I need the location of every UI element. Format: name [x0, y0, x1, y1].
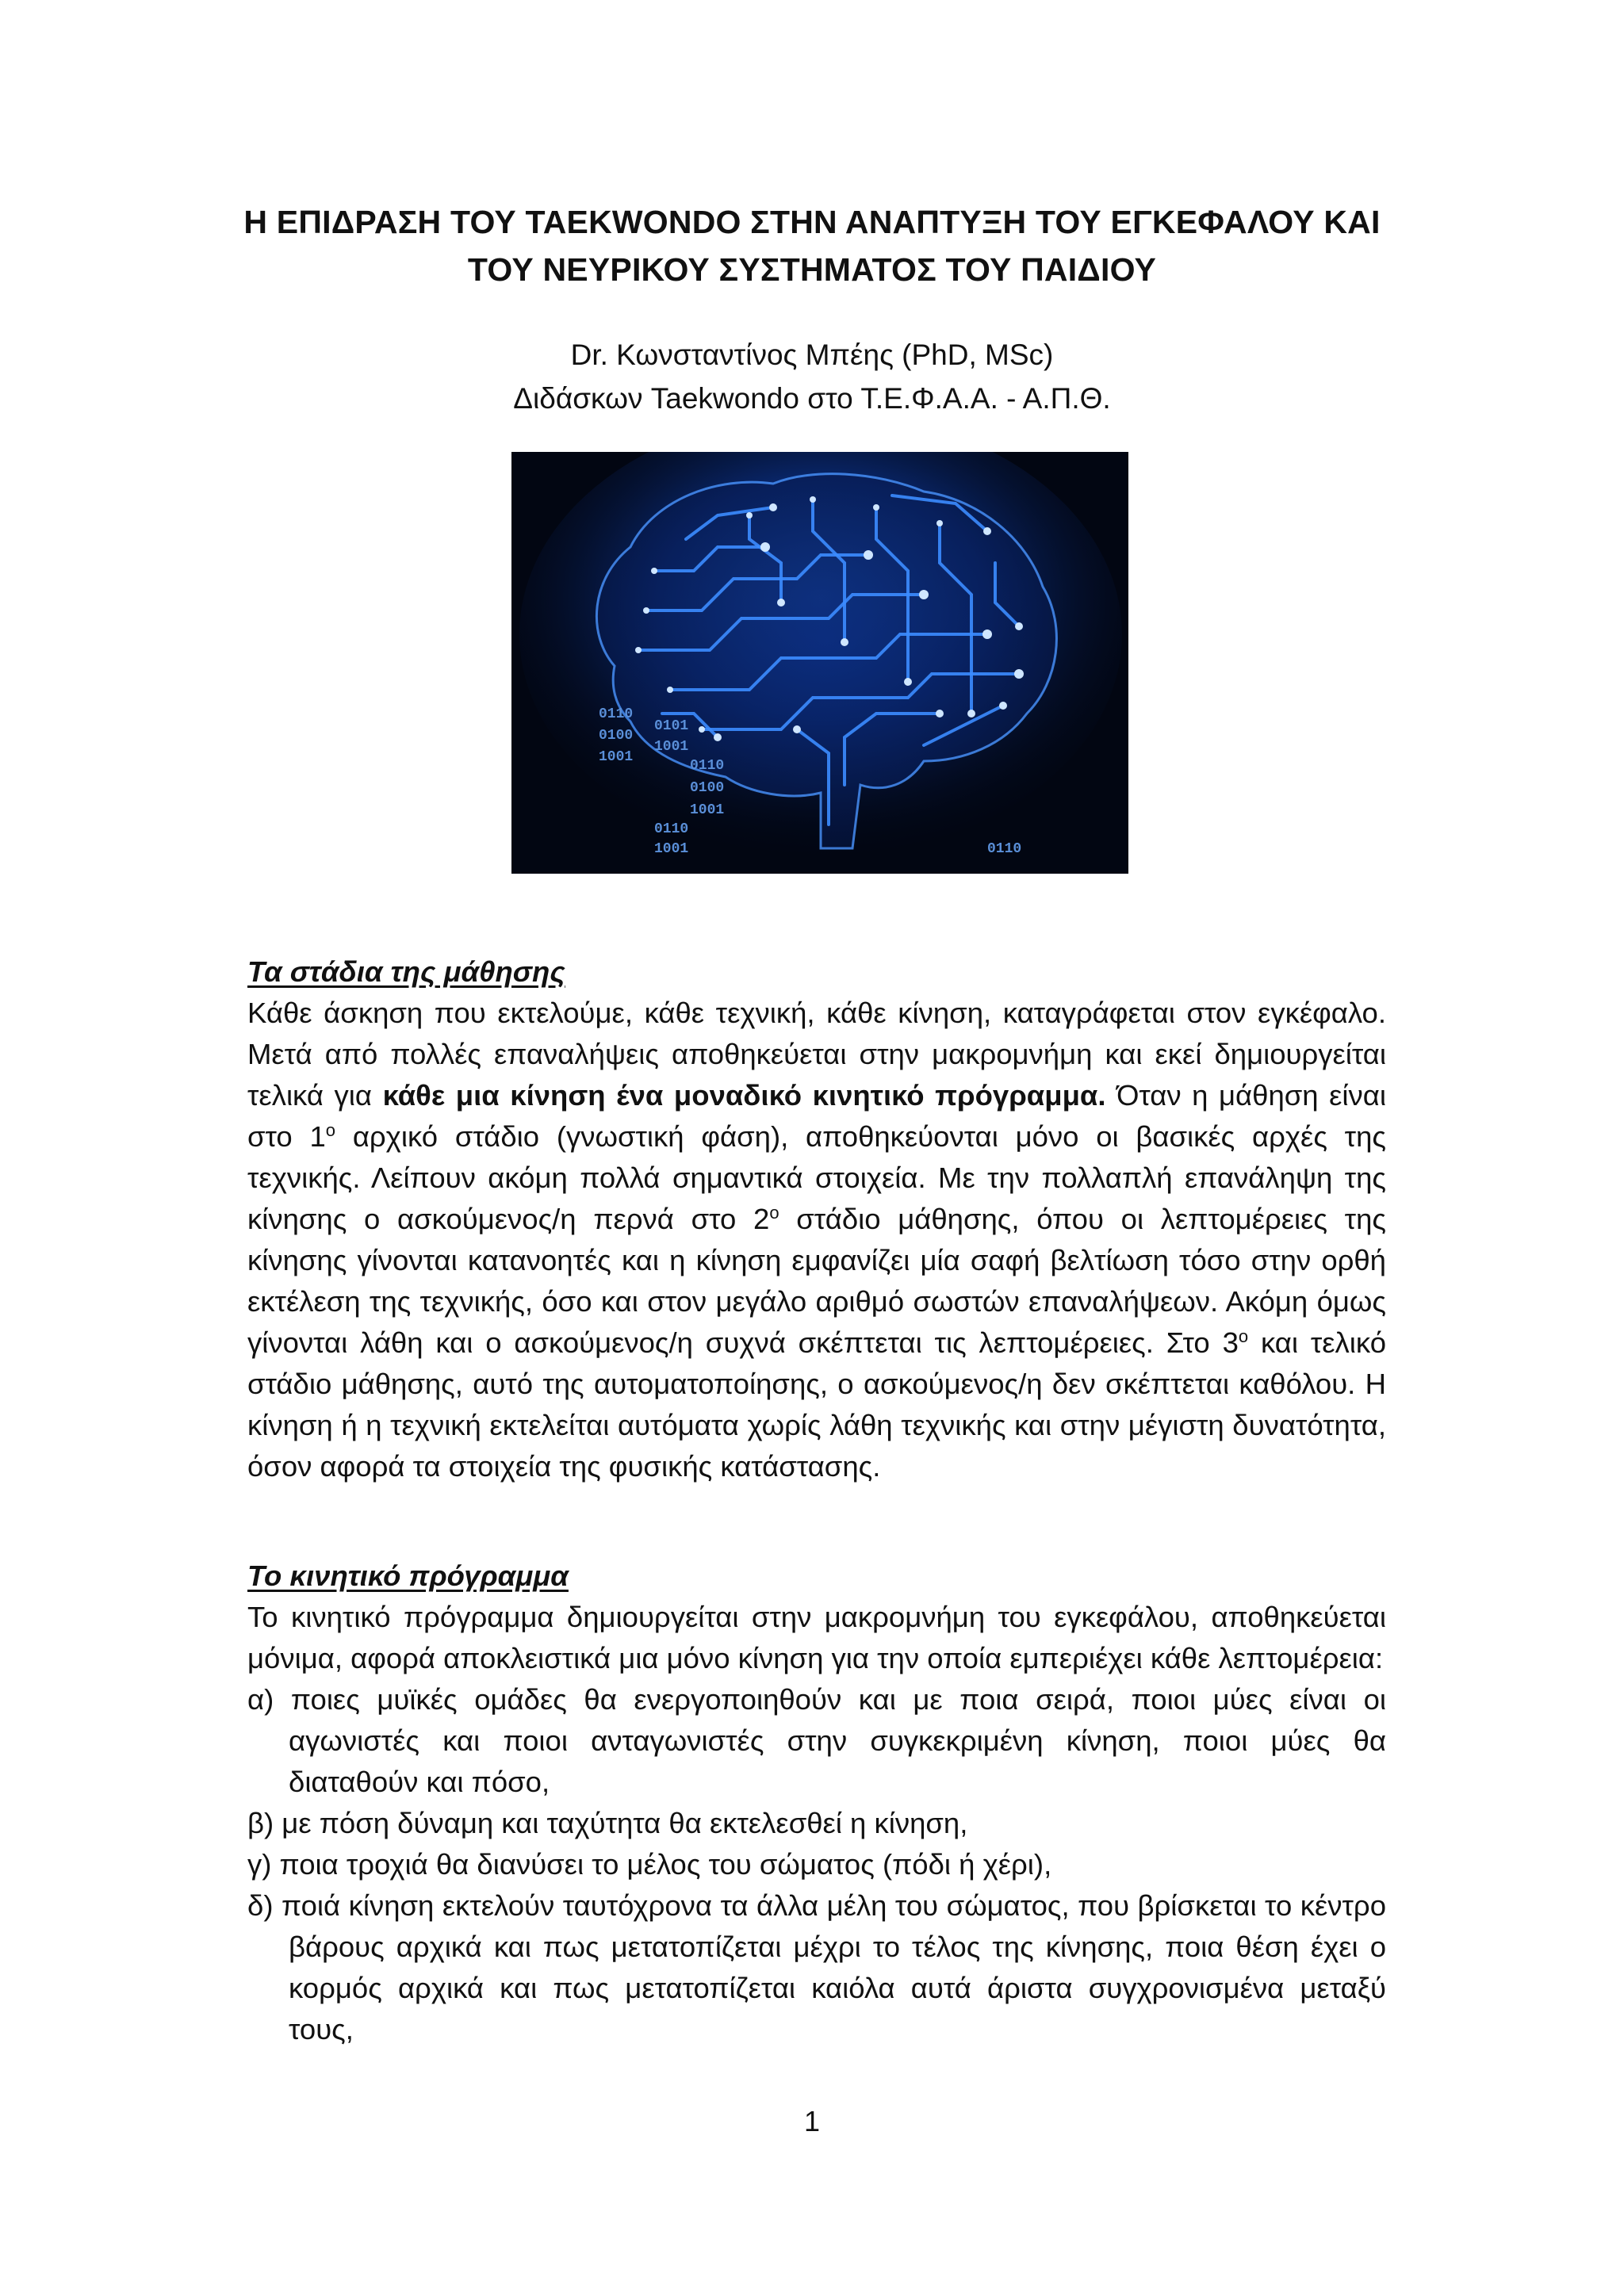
paragraph-text: και τελικό στάδιο μάθησης, αυτό της αυτοματοποίησης, ο ασκούμενος/η δεν σκέπτεται καθόλου. Η κίνηση ή η τεχνική εκτελείται αυτόματα χωρίς λάθη τεχνικής και στην μέγιστη δυνατότητα, όσον αφορά τα στοιχεία της φυσικής κατάστασης.: [247, 1326, 1386, 1483]
paragraph-text: Κάθε άσκηση που εκτελούμε, κάθε τεχνική, κάθε κίνηση, καταγράφεται στον εγκέφαλο. Μετά από πολλές επαναλήψεις αποθηκεύεται στην μακρομνήμη και εκεί δημιουργείται τελικά για: [247, 997, 1386, 1112]
binary-text: 1001: [654, 739, 689, 755]
binary-text: 0110: [987, 841, 1022, 857]
title-line-2: ΤΟΥ ΝΕΥΡΙΚΟΥ ΣΥΣΤΗΜΑΤΟΣ ΤΟΥ ΠΑΙΔΙΟΥ: [467, 251, 1157, 288]
section-motor-program: [247, 1556, 1386, 2050]
binary-text: 0110: [690, 758, 725, 774]
brain-circuit-illustration: [511, 452, 1128, 874]
list-item: δ) ποιά κίνηση εκτελούν ταυτόχρονα τα άλλα μέλη του σώματος, που βρίσκεται το κέντρο βάρους αρχικά και πως μετατοπίζεται μέχρι το τέλος της κίνησης, ποια θέση έχει ο κορμός αρχικά και πως μετατοπίζεται καιόλα αυτά άριστα συγχρονισμένα μεταξύ τους,: [247, 1889, 1386, 2045]
paragraph-bold-text: κάθε μια κίνηση ένα μοναδικό κινητικό πρόγραμμα.: [382, 1079, 1106, 1112]
section-heading-motor-program: Το κινητικό πρόγραμμα: [247, 1559, 569, 1592]
ordinal-superscript: ο: [325, 1119, 336, 1140]
binary-text: 0110: [654, 821, 689, 837]
section-learning-stages: [247, 951, 1386, 1487]
binary-text: 1001: [599, 749, 634, 765]
section-heading-learning-stages: Τα στάδια της μάθησης: [247, 955, 565, 988]
binary-text: 1001: [654, 841, 689, 857]
binary-text: 0110: [599, 706, 634, 722]
author-affiliation: Διδάσκων Taekwondo στο Τ.Ε.Φ.Α.Α. - Α.Π.Θ.: [513, 382, 1111, 415]
paragraph-learning-stages: [247, 993, 1386, 1487]
binary-text: 1001: [690, 802, 725, 818]
list-item: γ) ποια τροχιά θα διανύσει το μέλος του σώματος (πόδι ή χέρι),: [247, 1848, 1052, 1881]
title-line-1: Η ΕΠΙΔΡΑΣΗ ΤΟΥ TAEKWONDO ΣΤΗΝ ΑΝΑΠΤΥΞΗ ΤΟΥ ΕΓΚΕΦΑΛΟΥ ΚΑΙ: [243, 204, 1381, 240]
binary-text: 0101: [654, 718, 689, 734]
paragraph-text: αρχικό στάδιο (γνωστική φάση), αποθηκεύονται μόνο οι βασικές αρχές της τεχνικής. Λείπουν ακόμη πολλά σημαντικά στοιχεία. Με την πολλαπλή επανάληψη της κίνησης ο ασκούμενος/η περνά στο 2: [247, 1120, 1386, 1235]
paragraph-text: Όταν η μάθηση είναι στο 1: [247, 1079, 1386, 1153]
ordinal-superscript: ο: [769, 1202, 779, 1223]
binary-text: 0100: [690, 780, 725, 796]
page-number: 1: [803, 2105, 821, 2137]
binary-text: 0100: [599, 728, 634, 744]
paragraph-text: στάδιο μάθησης, όπου οι λεπτομέρειες της κίνησης γίνονται κατανοητές και η κίνηση εμφανίζει μία σαφή βελτίωση τόσο στην ορθή εκτέλεση της τεχνικής, όσο και στον μεγάλο αριθμό σωστών επαναλήψεων. Ακόμη όμως γίνονται λάθη και ο ασκούμενος/η συχνά σκέπτεται τις λεπτομέρειες. Στο 3: [247, 1203, 1386, 1359]
author-block: [238, 333, 1386, 420]
list-item: β) με πόση δύναμη και ταχύτητα θα εκτελεσθεί η κίνηση,: [247, 1807, 968, 1839]
brain-circuit-image: [511, 452, 1128, 874]
ordinal-superscript: ο: [1238, 1326, 1249, 1346]
paragraph-motor-program-intro: Το κινητικό πρόγραμμα δημιουργείται στην μακρομνήμη του εγκεφάλου, αποθηκεύεται μόνιμα, αφορά αποκλειστικά μια μόνο κίνηση για την οποία εμπεριέχει κάθε λεπτομέρεια:: [247, 1601, 1386, 1674]
document-title: [238, 198, 1386, 293]
author-name: Dr. Κωνσταντίνος Μπέης (PhD, MSc): [570, 339, 1054, 371]
list-item: α) ποιες μυϊκές ομάδες θα ενεργοποιηθούν και με ποια σειρά, ποιοι μύες είναι οι αγωνιστές και ποιοι ανταγωνιστές στην συγκεκριμένη κίνηση, ποιοι μύες θα διαταθούν και πόσο,: [247, 1683, 1386, 1798]
